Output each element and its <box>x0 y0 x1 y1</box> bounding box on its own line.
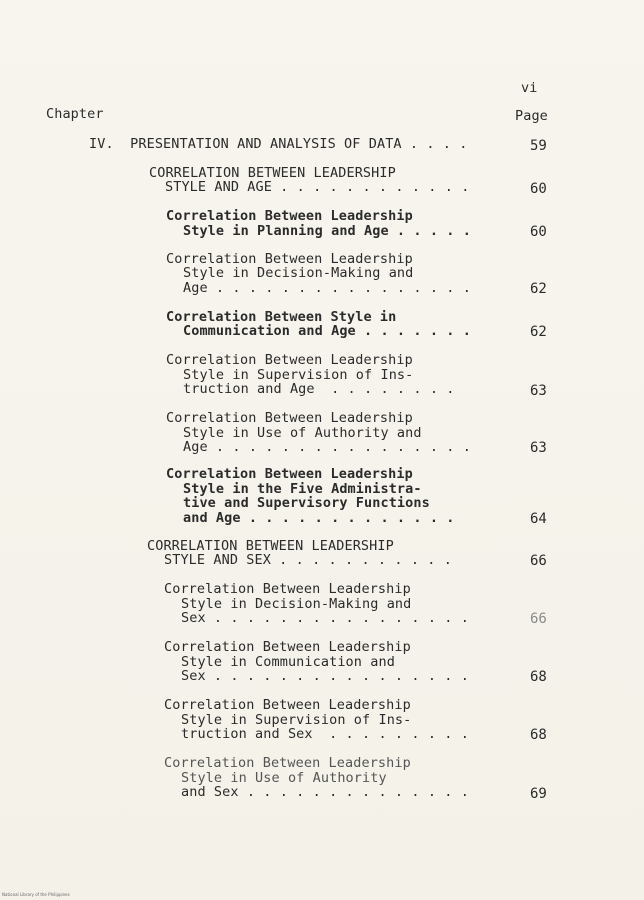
subsection-line: Correlation Between Leadership <box>164 755 411 771</box>
subsection-line: tive and Supervisory Functions <box>183 495 430 511</box>
chapter-column-label: Chapter <box>46 106 104 122</box>
chapter-iv-title: IV. PRESENTATION AND ANALYSIS OF DATA . . . . <box>89 136 468 152</box>
subsection-line: Sex . . . . . . . . . . . . . . . . <box>181 610 469 626</box>
subsection-line: and Age . . . . . . . . . . . . . <box>183 510 455 526</box>
subsection-line: and Sex . . . . . . . . . . . . . . <box>181 784 469 800</box>
subsection-line: Style in Use of Authority <box>181 770 387 786</box>
subsection-line: Correlation Between Style in <box>166 309 397 325</box>
toc-page-number: 66 <box>530 553 547 569</box>
subsection-line: Communication and Age . . . . . . . <box>183 323 471 339</box>
toc-page-number: 59 <box>530 138 547 154</box>
toc-page-number: 68 <box>530 669 547 685</box>
subsection-line: Age . . . . . . . . . . . . . . . . <box>183 280 471 296</box>
subsection-line: Style in Supervision of Ins- <box>183 367 414 383</box>
subsection-line: Age . . . . . . . . . . . . . . . . <box>183 439 471 455</box>
subsection-line: Style in Decision-Making and <box>181 596 412 612</box>
page-column-label: Page <box>515 108 548 124</box>
subsection-line: Correlation Between Leadership <box>166 251 413 267</box>
toc-page-number: 62 <box>530 324 547 340</box>
section-heading-line: CORRELATION BETWEEN LEADERSHIP <box>149 165 396 181</box>
subsection-line: Sex . . . . . . . . . . . . . . . . <box>181 668 469 684</box>
toc-page-number: 69 <box>530 786 547 802</box>
subsection-line: Correlation Between Leadership <box>164 581 411 597</box>
subsection-line: Style in Decision-Making and <box>183 265 414 281</box>
subsection-line: Correlation Between Leadership <box>166 208 413 224</box>
section-heading-line: STYLE AND AGE . . . . . . . . . . . . <box>165 179 470 195</box>
section-heading-line: CORRELATION BETWEEN LEADERSHIP <box>147 538 394 554</box>
subsection-line: Style in Planning and Age . . . . . <box>183 223 471 239</box>
subsection-line: Correlation Between Leadership <box>166 466 413 482</box>
section-heading-line: STYLE AND SEX . . . . . . . . . . . <box>164 552 452 568</box>
toc-page-number: 68 <box>530 727 547 743</box>
subsection-line: Correlation Between Leadership <box>164 639 411 655</box>
toc-page-number: 63 <box>530 440 547 456</box>
toc-page-number: 60 <box>530 181 547 197</box>
toc-page-number: 63 <box>530 383 547 399</box>
toc-page-number: 60 <box>530 224 547 240</box>
subsection-line: Style in Communication and <box>181 654 395 670</box>
subsection-line: Correlation Between Leadership <box>164 697 411 713</box>
page-number-roman: vi <box>521 80 538 96</box>
subsection-line: truction and Age . . . . . . . . <box>183 381 455 397</box>
subsection-line: Style in Use of Authority and <box>183 425 422 441</box>
subsection-line: truction and Sex . . . . . . . . . <box>181 726 469 742</box>
toc-page-number: 64 <box>530 511 547 527</box>
toc-page-number: 62 <box>530 281 547 297</box>
subsection-line: Correlation Between Leadership <box>166 352 413 368</box>
subsection-line: Style in Supervision of Ins- <box>181 712 412 728</box>
subsection-line: Correlation Between Leadership <box>166 410 413 426</box>
toc-page-number: 66 <box>530 611 547 627</box>
subsection-line: Style in the Five Administra- <box>183 481 422 497</box>
footer-credit: National Library of the Philippines <box>2 892 70 897</box>
